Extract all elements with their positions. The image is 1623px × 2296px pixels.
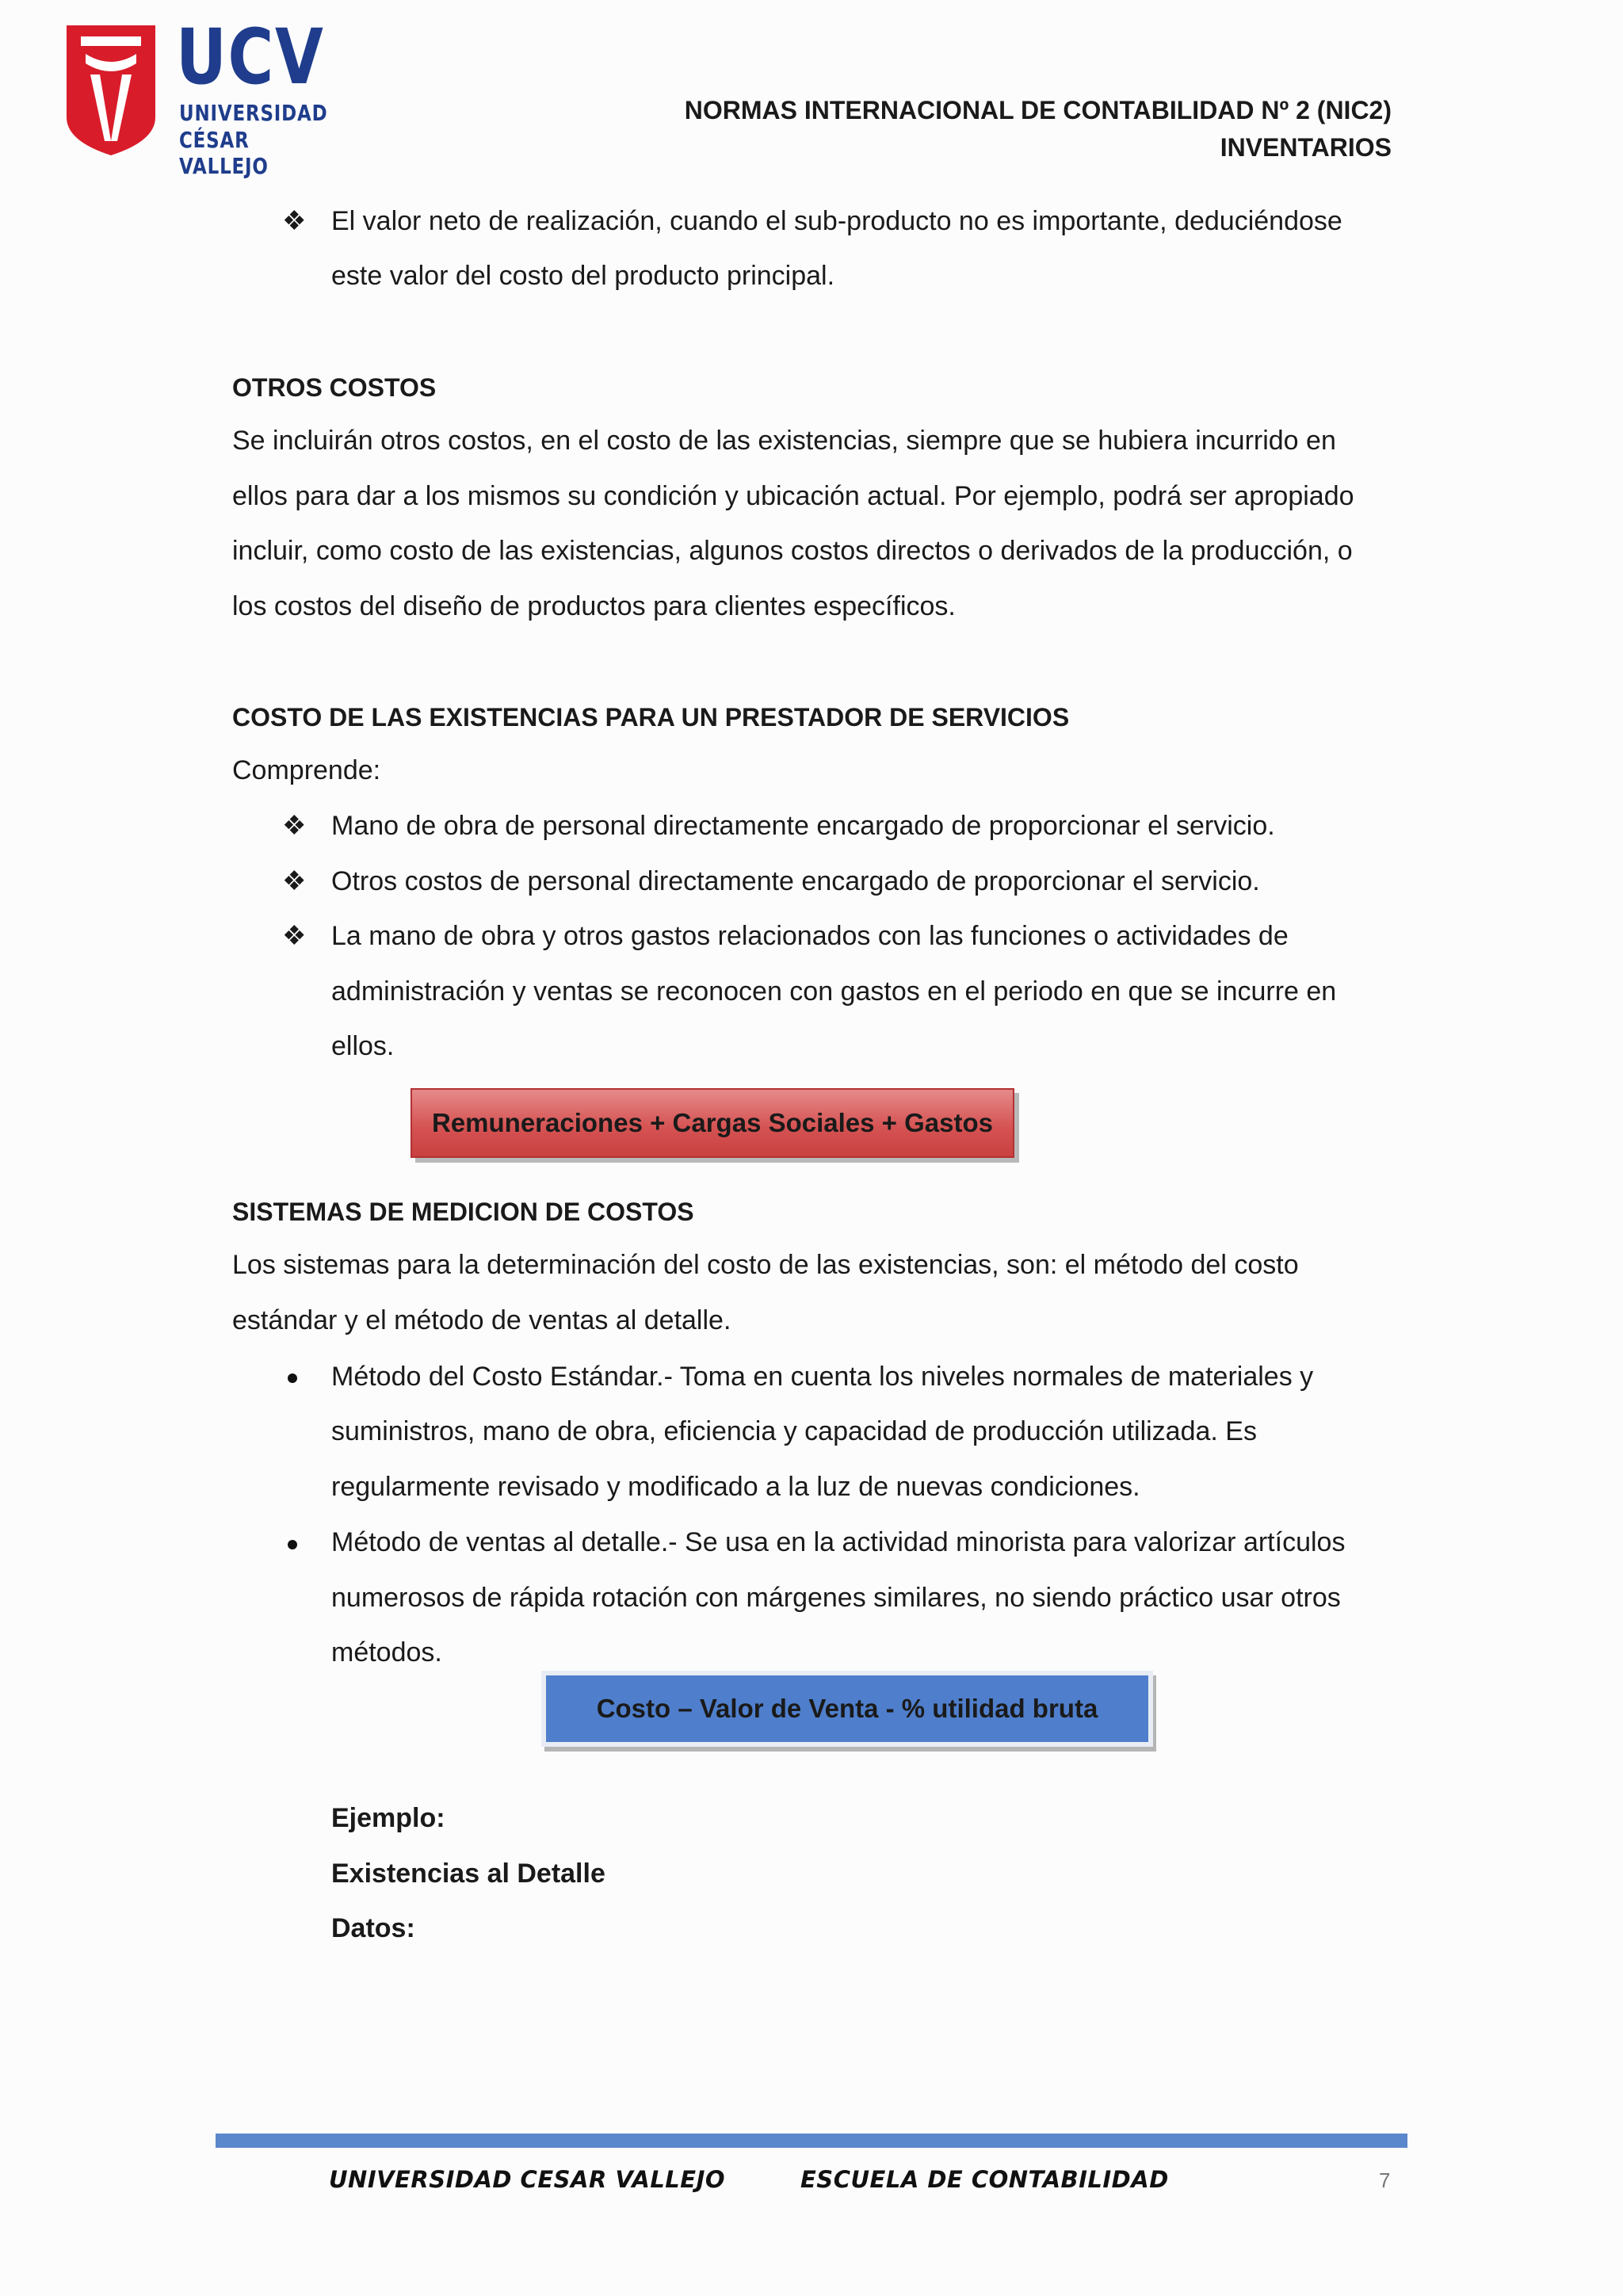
servicios-bullet-3-line-1: La mano de obra y otros gastos relacionados con las funciones o actividades de — [331, 921, 1289, 951]
logo-line-universidad: UNIVERSIDAD — [179, 100, 328, 126]
formula-box-servicios — [411, 1088, 1014, 1158]
round-bullet-icon — [288, 1540, 297, 1549]
sistemas-paragraph-line-2: estándar y el método de ventas al detalle. — [232, 1305, 731, 1335]
ucv-logo — [63, 13, 328, 179]
diamond-bullet-icon: ❖ — [282, 811, 307, 841]
existencias-detalle-label: Existencias al Detalle — [331, 1859, 605, 1889]
page-number: 7 — [1379, 2168, 1391, 2192]
otros-costos-line-3: incluir, como costo de las existencias, algunos costos directos o derivados de la producción, o — [232, 536, 1353, 566]
otros-costos-line-2: ellos para dar a los mismos su condición y ubicación actual. Por ejemplo, podrá ser apropiado — [232, 481, 1354, 511]
diamond-bullet-icon: ❖ — [282, 921, 307, 951]
round-bullet-icon — [288, 1373, 297, 1383]
otros-costos-line-4: los costos del diseño de productos para clientes específicos. — [232, 591, 956, 621]
section-heading-otros-costos: OTROS COSTOS — [232, 373, 437, 402]
servicios-intro: Comprende: — [232, 755, 381, 785]
logo-ucv-text: UCV — [176, 13, 325, 101]
section-heading-servicios: COSTO DE LAS EXISTENCIAS PARA UN PRESTADOR DE SERVICIOS — [232, 703, 1070, 732]
section-heading-sistemas: SISTEMAS DE MEDICION DE COSTOS — [232, 1198, 694, 1226]
servicios-bullet-2: Otros costos de personal directamente encargado de proporcionar el servicio. — [331, 866, 1260, 896]
diamond-bullet-icon: ❖ — [282, 206, 307, 236]
intro-bullet-line-2: este valor del costo del producto principal. — [331, 261, 835, 291]
sistemas-paragraph-line-1: Los sistemas para la determinación del costo de las existencias, son: el método del costo — [232, 1250, 1299, 1280]
footer-divider — [216, 2134, 1407, 2148]
footer-university: UNIVERSIDAD CESAR VALLEJO — [329, 2166, 726, 2193]
ucv-shield-icon — [63, 22, 158, 157]
metodo-ventas-line-3: métodos. — [331, 1637, 442, 1668]
otros-costos-line-1: Se incluirán otros costos, en el costo de las existencias, siempre que se hubiera incurrido en — [232, 426, 1336, 456]
intro-bullet-line-1: El valor neto de realización, cuando el sub-producto no es importante, deduciéndose — [331, 206, 1342, 236]
metodo-ventas-line-1: Método de ventas al detalle.- Se usa en la actividad minorista para valorizar artículos — [331, 1527, 1346, 1557]
metodo-estandar-line-1: Método del Costo Estándar.- Toma en cuenta los niveles normales de materiales y — [331, 1362, 1314, 1392]
footer-school: ESCUELA DE CONTABILIDAD — [800, 2166, 1169, 2193]
servicios-bullet-3-line-2: administración y ventas se reconocen con gastos en el periodo en que se incurre en — [331, 976, 1337, 1007]
ejemplo-label: Ejemplo: — [331, 1803, 445, 1833]
datos-label: Datos: — [331, 1913, 415, 1943]
servicios-bullet-1: Mano de obra de personal directamente encargado de proporcionar el servicio. — [331, 811, 1275, 841]
header-subtitle: INVENTARIOS — [1220, 133, 1392, 162]
metodo-estandar-line-2: suministros, mano de obra, eficiencia y capacidad de producción utilizada. Es — [331, 1416, 1257, 1446]
diamond-bullet-icon: ❖ — [282, 866, 307, 896]
formula-box-ventas — [541, 1671, 1153, 1747]
formula-text-servicios: Remuneraciones + Cargas Sociales + Gastos — [431, 1108, 993, 1137]
metodo-ventas-line-2: numerosos de rápida rotación con márgenes similares, no siendo práctico usar otros — [331, 1583, 1341, 1613]
metodo-estandar-line-3: regularmente revisado y modificado a la luz de nuevas condiciones. — [331, 1472, 1140, 1502]
servicios-bullet-3-line-3: ellos. — [331, 1031, 395, 1061]
header-title: NORMAS INTERNACIONAL DE CONTABILIDAD Nº 2 (NIC2) — [684, 96, 1392, 124]
formula-text-ventas: Costo – Valor de Venta - % utilidad bruta — [596, 1694, 1098, 1723]
logo-line-cesar-vallejo: CÉSAR VALLEJO — [179, 127, 269, 179]
